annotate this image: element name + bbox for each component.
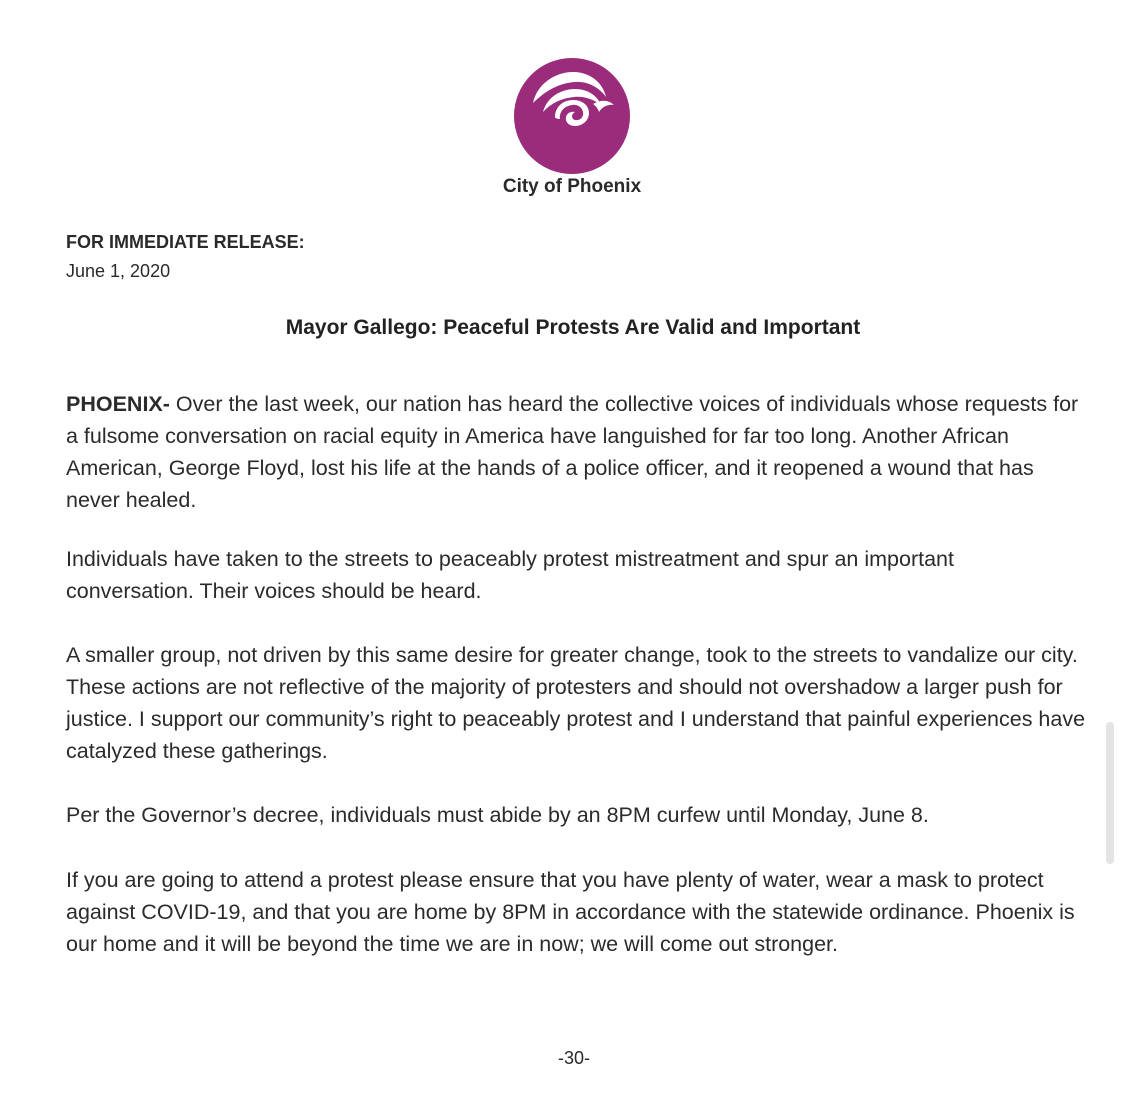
body-paragraph-1-text: Over the last week, our nation has heard the collective voices of individuals whose requests for a fulsome conversation on racial equity in America have languished for far too long. Another African American, George Floyd, lost his life at the hands of a police officer, and it reopened a wound that has never healed. [66,392,1079,512]
release-label: FOR IMMEDIATE RELEASE: [66,232,305,252]
organization-name: City of Phoenix [502,176,642,197]
press-release-headline: Mayor Gallego: Peaceful Protests Are Valid and Important [285,316,861,339]
body-paragraph-4: Per the Governor’s decree, individuals must abide by an 8PM curfew until Monday, June 8. [66,803,929,827]
body-paragraph-1 [66,388,1086,516]
dateline: PHOENIX- [66,392,170,416]
body-paragraph-5: If you are going to attend a protest please ensure that you have plenty of water, wear a mask to protect against COVID-19, and that you are home by 8PM in accordance with the statewide ordinance. Phoenix is our home and it will be beyond the time we are in now; we will come out stronger. [66,868,1075,956]
release-date: June 1, 2020 [66,261,171,281]
body-paragraph-3: A smaller group, not driven by this same desire for greater change, took to the streets to vandalize our city. These actions are not reflective of the majority of protesters and should not overshadow a larger push for justice. I support our community’s right to peaceably protest and I understand that painful experiences have catalyzed these gatherings. [66,643,1086,763]
end-of-release-mark: -30- [557,1048,590,1068]
body-paragraph-2: Individuals have taken to the streets to peaceably protest mistreatment and spur an important conversation. Their voices should be heard. [66,547,954,603]
phoenix-bird-logo-icon [513,57,631,175]
vertical-scrollbar-thumb[interactable] [1106,722,1114,864]
